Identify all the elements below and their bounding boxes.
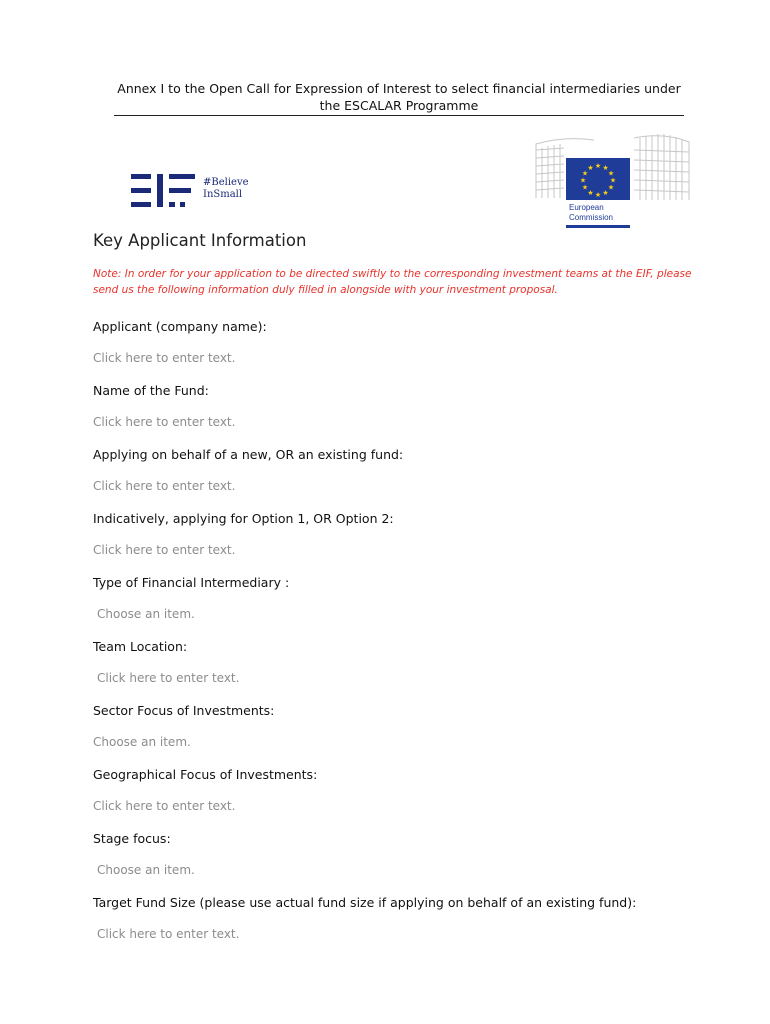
text-input-geographical-focus[interactable]: Click here to enter text. bbox=[93, 799, 236, 813]
field-stage-focus bbox=[93, 830, 693, 879]
svg-text:★: ★ bbox=[587, 164, 594, 172]
field-new-or-existing bbox=[93, 446, 693, 495]
svg-text:★: ★ bbox=[594, 191, 602, 199]
svg-text:★: ★ bbox=[587, 189, 594, 197]
field-label: Applying on behalf of a new, OR an existing fund: bbox=[93, 447, 404, 462]
field-sector-focus bbox=[93, 702, 693, 751]
field-label: Sector Focus of Investments: bbox=[93, 703, 275, 718]
text-input-applicant[interactable]: Click here to enter text. bbox=[93, 351, 236, 365]
field-team-location bbox=[93, 638, 693, 687]
document-header-title: Annex I to the Open Call for Expression of Interest to select financial intermediaries under the ESCALAR Programme bbox=[117, 81, 681, 113]
field-label: Applicant (company name): bbox=[93, 319, 267, 334]
field-label: Indicatively, applying for Option 1, OR Option 2: bbox=[93, 511, 394, 526]
svg-text:★: ★ bbox=[579, 176, 587, 185]
text-input-fund-name[interactable]: Click here to enter text. bbox=[93, 415, 236, 429]
text-input-option[interactable]: Click here to enter text. bbox=[93, 543, 236, 557]
dropdown-intermediary-type[interactable]: Choose an item. bbox=[97, 607, 195, 621]
field-target-fund-size bbox=[93, 894, 693, 943]
field-label: Team Location: bbox=[93, 639, 188, 654]
field-label: Name of the Fund: bbox=[93, 383, 209, 398]
eif-logo bbox=[128, 170, 258, 216]
header-divider bbox=[114, 115, 684, 116]
text-input-team-location[interactable]: Click here to enter text. bbox=[97, 671, 240, 685]
text-input-new-or-existing[interactable]: Click here to enter text. bbox=[93, 479, 236, 493]
eif-tagline-line1: #Believe bbox=[203, 177, 249, 188]
field-geographical-focus bbox=[93, 766, 693, 815]
field-label: Type of Financial Intermediary : bbox=[93, 575, 290, 590]
svg-text:★: ★ bbox=[609, 176, 617, 185]
text-input-target-fund-size[interactable]: Click here to enter text. bbox=[97, 927, 240, 941]
field-fund-name bbox=[93, 382, 693, 431]
eif-tagline-line2: InSmall bbox=[203, 189, 243, 200]
dropdown-sector-focus[interactable]: Choose an item. bbox=[93, 735, 191, 749]
svg-text:★: ★ bbox=[602, 189, 609, 197]
instruction-note: Note: In order for your application to be directed swiftly to the corresponding investment teams at the EIF, please send us the following information duly filled in alongside with your investment proposal. bbox=[93, 268, 692, 296]
svg-text:★: ★ bbox=[607, 183, 615, 192]
dropdown-stage-focus[interactable]: Choose an item. bbox=[97, 863, 195, 877]
ec-logo-line1: European bbox=[569, 203, 604, 212]
field-intermediary-type bbox=[93, 574, 693, 623]
svg-text:★: ★ bbox=[594, 162, 602, 170]
section-title: Key Applicant Information bbox=[93, 231, 307, 250]
field-label: Stage focus: bbox=[93, 831, 171, 846]
ec-logo-line2: Commission bbox=[569, 213, 614, 222]
svg-text:★: ★ bbox=[581, 183, 589, 192]
field-applicant bbox=[93, 318, 693, 367]
field-option bbox=[93, 510, 693, 559]
field-label: Geographical Focus of Investments: bbox=[93, 767, 318, 782]
svg-text:★: ★ bbox=[602, 164, 609, 172]
svg-text:★: ★ bbox=[607, 169, 615, 178]
european-commission-logo bbox=[534, 130, 694, 234]
svg-text:★: ★ bbox=[581, 169, 589, 178]
field-label: Target Fund Size (please use actual fund size if applying on behalf of an existing fund): bbox=[93, 895, 637, 910]
